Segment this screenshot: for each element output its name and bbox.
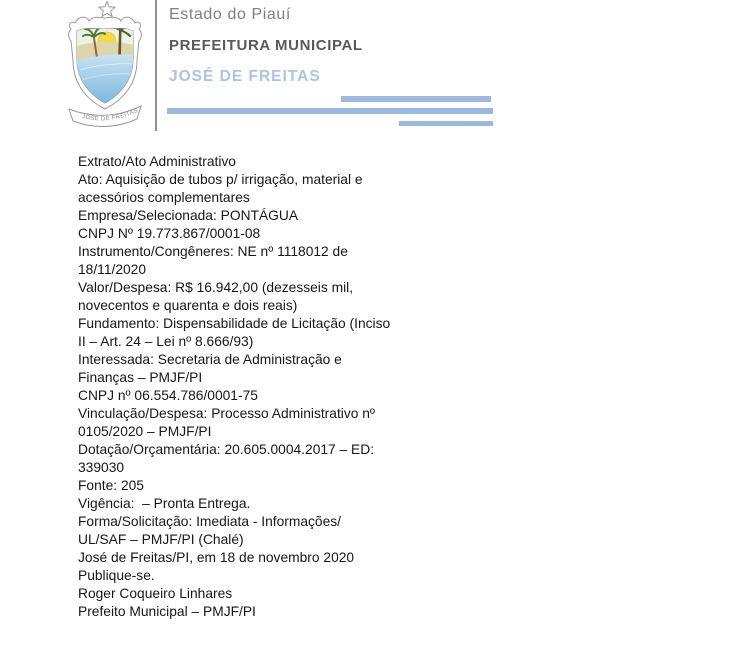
decorative-bar-middle xyxy=(167,108,493,114)
document-text-block xyxy=(78,153,423,621)
document-text-line: Finanças – PMJF/PI xyxy=(78,370,203,385)
document-text-line: Valor/Despesa: R$ 16.942,00 (dezesseis mil, xyxy=(78,280,354,295)
document-text-line: Forma/Solicitação: Imediata - Informações/ xyxy=(78,514,342,529)
document-text-line: acessórios complementares xyxy=(78,190,250,205)
ribbon-label: JOSÉ DE FREITAS xyxy=(81,107,140,123)
document-text-line: UL/SAF – PMJF/PI (Chalé) xyxy=(78,532,244,547)
header-divider xyxy=(155,0,157,131)
document-text-line: Interessada: Secretaria de Administração e xyxy=(78,352,342,367)
document-text-line: Fundamento: Dispensabilidade de Licitação (Inciso xyxy=(78,316,391,331)
document-text-line: 0105/2020 – PMJF/PI xyxy=(78,424,212,439)
document-text-line: Extrato/Ato Administrativo xyxy=(78,154,236,169)
document-text-line: Ato: Aquisição de tubos p/ irrigação, material e xyxy=(78,172,363,187)
document-text-line: Publique-se. xyxy=(78,568,155,583)
document-text-line: 339030 xyxy=(78,460,125,475)
document-text-line: Vigência: – Pronta Entrega. xyxy=(78,496,251,511)
document-text-line: CNPJ nº 06.554.786/0001-75 xyxy=(78,388,258,403)
decorative-bar-top xyxy=(341,96,491,102)
document-text-line: Roger Coqueiro Linhares xyxy=(78,586,233,601)
document-text-line: Fonte: 205 xyxy=(78,478,144,493)
coat-of-arms-icon xyxy=(60,0,150,136)
document-text-line: Vinculação/Despesa: Processo Administrativo nº xyxy=(78,406,375,421)
document-text-line: II – Art. 24 – Lei nº 8.666/93) xyxy=(78,334,254,349)
document-text-line: Instrumento/Congêneres: NE nº 1118012 de xyxy=(78,244,348,259)
header-state-name: Estado do Piauí xyxy=(169,6,291,23)
star-icon xyxy=(99,2,115,17)
document-text-line: Empresa/Selecionada: PONTÁGUA xyxy=(78,208,299,223)
header-org-name: PREFEITURA MUNICIPAL xyxy=(169,37,363,54)
document-text-line: Prefeito Municipal – PMJF/PI xyxy=(78,604,256,619)
decorative-bar-bottom xyxy=(399,121,493,126)
header-city-name: JOSÉ DE FREITAS xyxy=(169,68,321,85)
document-text-line: CNPJ Nº 19.773.867/0001-08 xyxy=(78,226,261,241)
document-text-line: 18/11/2020 xyxy=(78,262,147,277)
document-text-line: Dotação/Orçamentária: 20.605.0004.2017 – ED: xyxy=(78,442,375,457)
document-text-line: novecentos e quarenta e dois reais) xyxy=(78,298,298,313)
document-text-line: José de Freitas/PI, em 18 de novembro 2020 xyxy=(78,550,355,565)
